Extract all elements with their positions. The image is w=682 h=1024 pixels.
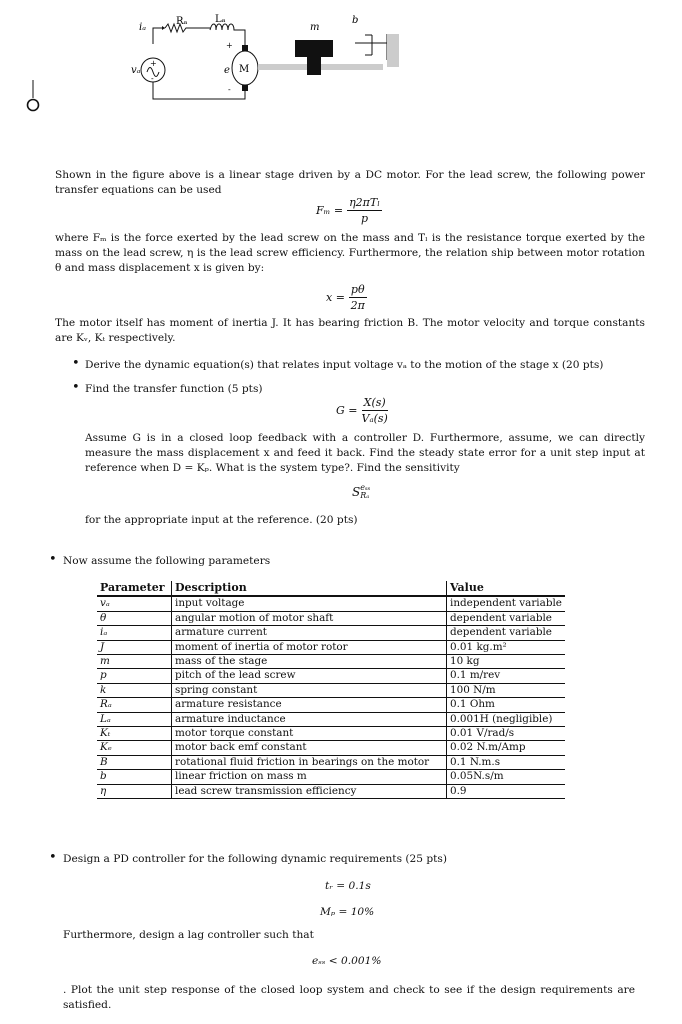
value-cell: 0.01 V/rad/s [447,727,566,741]
table-row [97,741,565,755]
plot-text: . Plot the unit step response of the closed loop system and check to see if the design requirements are satisfied. [63,984,635,1011]
description-cell: angular motion of motor shaft [172,611,447,625]
description-cell: armature current [172,626,447,640]
where-paragraph: where Fₘ is the force exerted by the lead screw on the mass and Tₗ is the resistance torque exerted by the mass on the lead screw, η is the lead screw efficiency. Furthermore, the relation ship between motor rotation θ and mass displacement x is given by: [55,232,645,274]
motor-paragraph: The motor itself has moment of inertia J. It has bearing friction B. The motor velocity and torque constants are Kᵥ, Kₜ respectively. [55,317,645,344]
parameter-cell: θ [97,611,172,625]
dc-motor-linear-stage-figure [0,0,682,120]
parameter-cell: B [97,755,172,769]
description-cell: linear friction on mass m [172,770,447,784]
design-pd-text: Design a PD controller for the following dynamic requirements (25 pts) [63,853,447,865]
parameter-table [97,581,565,799]
bullet-icon: • [49,552,57,567]
value-cell: dependent variable [447,611,566,625]
ess-requirement: eₛₛ < 0.001% [312,955,382,967]
description-cell: input voltage [172,596,447,611]
margin-marker-icon [28,80,39,111]
transfer-function-equation [336,396,388,425]
description-cell: pitch of the lead screw [172,669,447,683]
eq-denominator: 2π [350,299,365,312]
intro-paragraph: Shown in the figure above is a linear stage driven by a DC motor. For the lead screw, the following power transfer equations can be used [55,169,645,196]
table-row [97,683,565,697]
header-value: Value [447,581,566,596]
bullet-icon: • [49,850,57,865]
assume-paragraph: Assume G is in a closed loop feedback with a controller D. Furthermore, assume, we can directly measure the mass displacement x and feed it back. Find the steady state error for a unit step input at reference when D = Kₚ. What is the system type?. Find the sensitivity [85,432,645,474]
parameter-cell: vₐ [97,596,172,611]
bullet-transfer-function: Find the transfer function (5 pts) [85,383,263,395]
table-row [97,784,565,798]
table-row [97,698,565,712]
table-row [97,727,565,741]
label-motor-minus: - [228,85,231,94]
displacement-equation [326,283,367,312]
eq-numerator: η2πTₗ [349,196,380,209]
table-row [97,755,565,769]
bullet-icon: • [72,356,80,371]
table-row [97,712,565,726]
header-description: Description [172,581,447,596]
description-cell: motor torque constant [172,727,447,741]
parameter-cell: Kₜ [97,727,172,741]
lag-text: Furthermore, design a lag controller such that [63,929,314,941]
value-cell: 0.01 kg.m² [447,640,566,654]
rise-time-requirement: tᵣ = 0.1s [325,880,371,892]
sensitivity-base: S [352,485,361,499]
parameter-cell: η [97,784,172,798]
eq-numerator: pθ [350,283,365,296]
table-row [97,640,565,654]
eq-lhs: G = [336,404,358,417]
value-cell: 100 N/m [447,683,566,697]
description-cell: armature inductance [172,712,447,726]
value-cell: 0.1 Ohm [447,698,566,712]
eq-denominator: p [360,212,369,225]
value-cell: independent variable [447,596,566,611]
label-motor-plus: + [226,41,233,50]
label-ra: Rₐ [176,16,188,27]
overshoot-requirement: Mₚ = 10% [320,906,375,918]
value-cell: 0.1 N.m.s [447,755,566,769]
description-cell: mass of the stage [172,655,447,669]
value-cell: 0.02 N.m/Amp [447,741,566,755]
value-cell: 10 kg [447,655,566,669]
table-row [97,611,565,625]
label-e: e [224,65,230,76]
eq-denominator: Vₐ(s) [361,412,388,425]
parameter-cell: b [97,770,172,784]
wall-icon [387,34,399,67]
parameter-cell: k [97,683,172,697]
label-source-plus: + [150,59,157,68]
parameter-cell: iₐ [97,626,172,640]
table-row [97,596,565,611]
bullet-derive: Derive the dynamic equation(s) that relates input voltage vₐ to the motion of the stage x (20 pts) [85,359,604,371]
parameter-cell: p [97,669,172,683]
bullet-icon: • [72,380,80,395]
label-va: vₐ [131,65,141,76]
mass-block-icon [295,40,333,57]
description-cell: moment of inertia of motor rotor [172,640,447,654]
value-cell: 0.05N.s/m [447,770,566,784]
description-cell: armature resistance [172,698,447,712]
table-row [97,770,565,784]
eq-numerator: X(s) [363,396,386,409]
now-assume-text: Now assume the following parameters [63,555,271,567]
value-cell: 0.9 [447,784,566,798]
sensitivity-sub: Rₐ [360,491,370,500]
force-equation [316,196,382,225]
parameter-cell: J [97,640,172,654]
description-cell: motor back emf constant [172,741,447,755]
for-input-text: for the appropriate input at the reference. (20 pts) [85,514,358,526]
description-cell: rotational fluid friction in bearings on the motor [172,755,447,769]
table-row [97,669,565,683]
parameter-cell: Rₐ [97,698,172,712]
label-damper: b [352,15,359,26]
label-mass: m [310,22,320,33]
parameter-cell: Kₑ [97,741,172,755]
label-motor: M [239,64,250,75]
eq-lhs: x = [326,291,345,304]
parameter-cell: Lₐ [97,712,172,726]
sensitivity-expression [352,484,370,500]
value-cell: 0.1 m/rev [447,669,566,683]
label-ia: iₐ [139,22,146,33]
eq-lhs: Fₘ = [316,204,344,217]
table-row [97,655,565,669]
resistor-icon [165,24,210,32]
parameter-cell: m [97,655,172,669]
header-parameter: Parameter [97,581,172,596]
table-row [97,626,565,640]
label-source-minus: - [151,74,154,83]
label-la: Lₐ [215,14,226,25]
description-cell: lead screw transmission efficiency [172,784,447,798]
sensitivity-sup: eₛₛ [360,483,371,492]
description-cell: spring constant [172,683,447,697]
value-cell: 0.001H (negligible) [447,712,566,726]
value-cell: dependent variable [447,626,566,640]
